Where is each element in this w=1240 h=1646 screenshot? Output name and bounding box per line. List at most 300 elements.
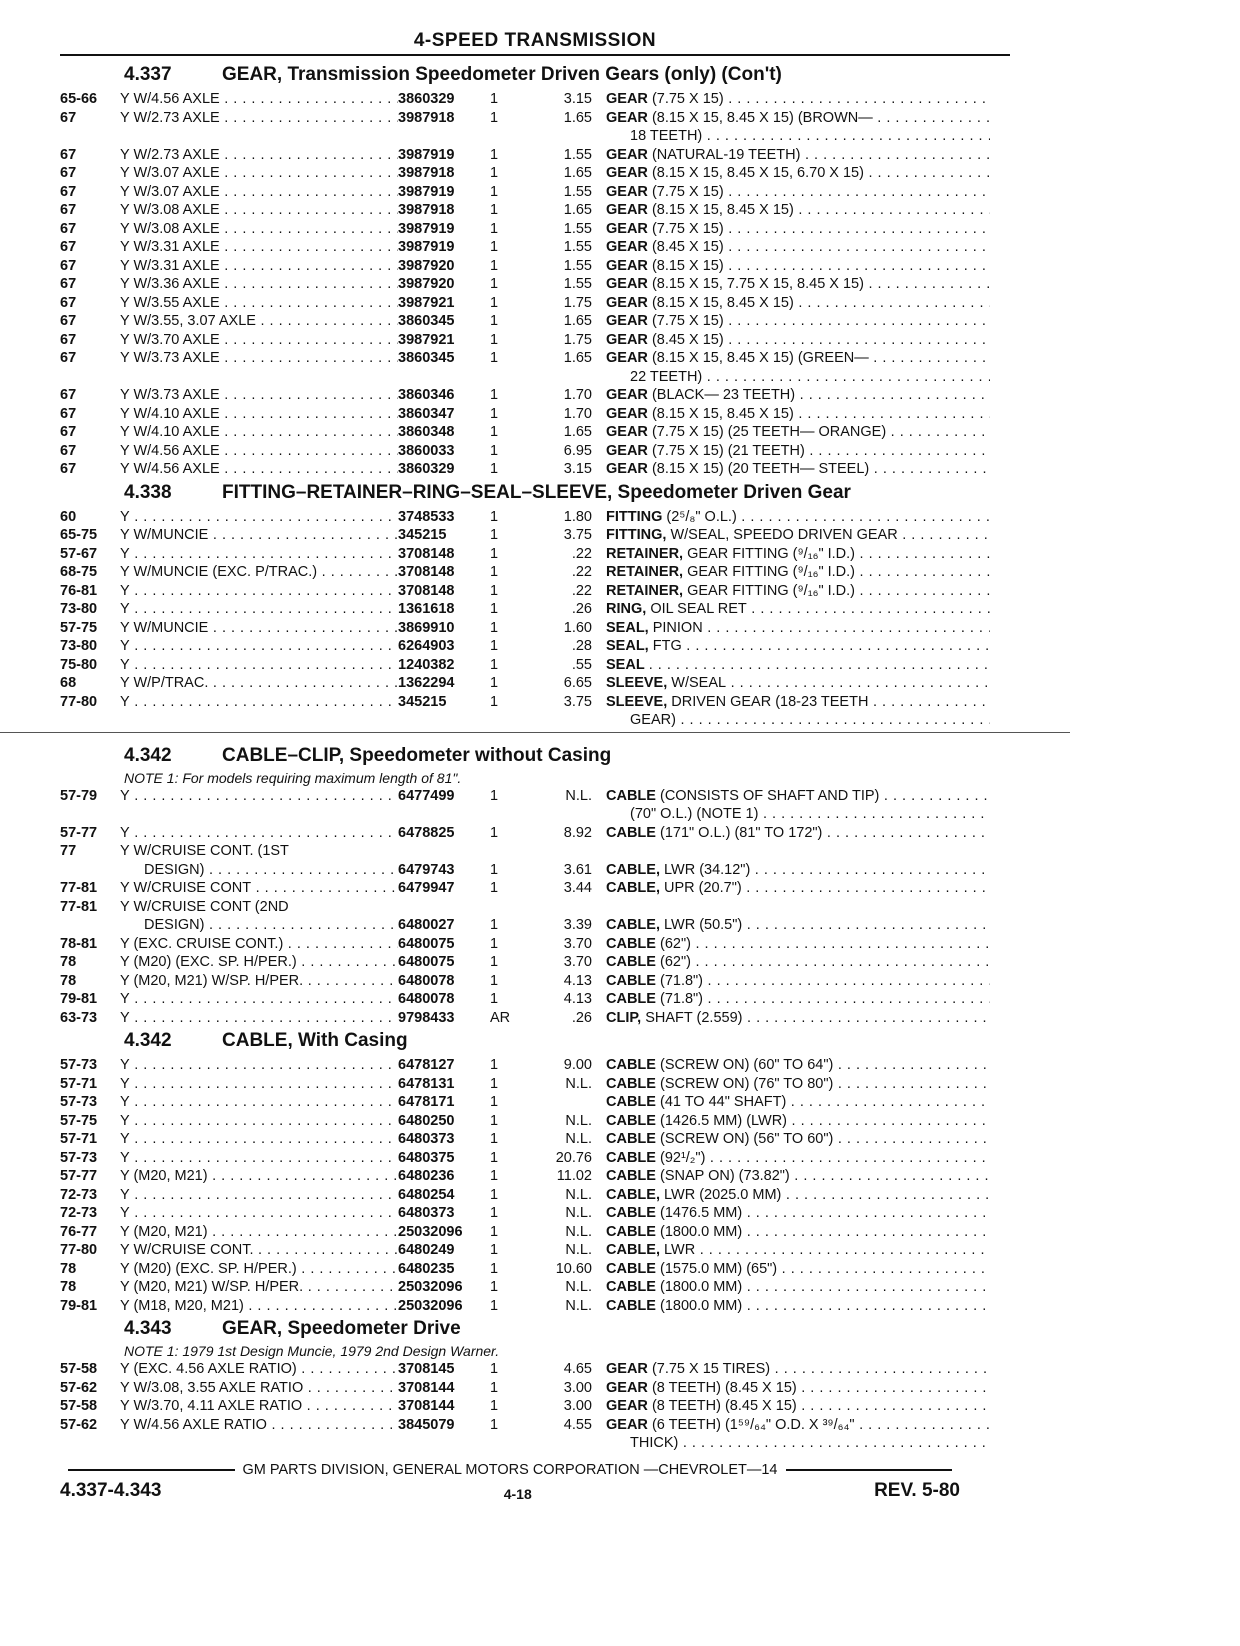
model-years: 57-71 [60, 1075, 98, 1092]
quantity: 1 [490, 146, 499, 163]
application [120, 423, 398, 442]
price: 3.70 [563, 954, 592, 970]
quantity: 1 [490, 313, 499, 329]
part-description: (2⁵/₈" O.L.) [666, 508, 737, 525]
application-text: Y W/3.70 AXLE [120, 331, 220, 348]
quantity: 1 [490, 824, 499, 841]
blank-application [120, 711, 398, 730]
part-description: GEAR FITTING (⁹/₁₆" I.D.) [687, 564, 856, 580]
parts-table [60, 1360, 1010, 1453]
part-name: RETAINER, [606, 545, 684, 562]
application-text: Y [120, 824, 130, 841]
description [592, 1112, 990, 1131]
application-text: Y W/4.56 AXLE [120, 442, 220, 459]
part-number-empty [398, 842, 482, 861]
application [120, 879, 398, 898]
part-number: 25032096 [398, 1223, 463, 1240]
model-years: 76-81 [60, 582, 98, 599]
model-years: 67 [60, 109, 77, 126]
part-number: 3987920 [398, 257, 455, 274]
model-years: 67 [60, 239, 77, 255]
table-row [60, 238, 1010, 257]
blank-application [120, 368, 398, 387]
part-description: (8.15 X 15, 8.45 X 15) (BROWN— [651, 109, 873, 126]
quantity: 1 [490, 1416, 499, 1433]
table-row [60, 1278, 1010, 1297]
description-cont-text: THICK) [630, 1435, 679, 1451]
model-years: 67 [60, 165, 77, 181]
price: .22 [571, 582, 592, 599]
description [592, 275, 990, 294]
quantity: 1 [490, 202, 499, 218]
application [120, 1379, 398, 1398]
model-years: 73-80 [60, 601, 98, 617]
model-years: 67 [60, 405, 77, 422]
blank-qty [482, 127, 528, 146]
part-description: LWR (2025.0 MM) [664, 1186, 782, 1203]
table-row [60, 1379, 1010, 1398]
part-name: CABLE [606, 1075, 656, 1092]
model-years: 57-79 [60, 787, 98, 804]
table-row [60, 1241, 1010, 1260]
price: 4.55 [563, 1416, 592, 1433]
part-description: (62") [659, 935, 691, 952]
quantity: 1 [490, 1057, 499, 1073]
quantity: 1 [490, 1205, 499, 1221]
part-number: 345215 [398, 693, 447, 710]
description [592, 545, 990, 564]
table-row [60, 1009, 1010, 1028]
model-years: 57-77 [60, 1168, 98, 1184]
part-number: 6480235 [398, 1260, 455, 1277]
application-text: Y W/3.31 AXLE [120, 239, 220, 255]
model-years: 57-67 [60, 545, 98, 562]
model-years: 75-80 [60, 656, 98, 673]
price: 3.00 [563, 1398, 592, 1414]
table-row [60, 109, 1010, 128]
part-name: CABLE [606, 1094, 656, 1110]
part-description: (8.45 X 15) [651, 239, 724, 255]
description-continued [592, 127, 990, 146]
table-row [60, 275, 1010, 294]
part-description: (8.45 X 15) [651, 331, 724, 348]
application [120, 442, 398, 461]
quantity: 1 [490, 1149, 499, 1166]
quantity: 1 [490, 787, 499, 804]
model-years: 72-73 [60, 1186, 98, 1203]
model-years: 67 [60, 146, 77, 163]
blank-qty [482, 805, 528, 824]
section-number: 4.342 [124, 744, 172, 766]
part-name: GEAR [606, 91, 648, 107]
application [120, 294, 398, 313]
part-name: CABLE [606, 787, 656, 804]
page-header: 4-SPEED TRANSMISSION [60, 30, 1010, 56]
description [592, 1009, 990, 1028]
quantity: 1 [490, 954, 499, 970]
model-years: 67 [60, 313, 77, 329]
model-years: 78-81 [60, 935, 98, 952]
description [592, 1093, 990, 1112]
part-number: 6264903 [398, 638, 455, 654]
application-text: Y W/3.73 AXLE [120, 350, 220, 366]
part-name: RETAINER, [606, 582, 684, 599]
blank-price [528, 805, 592, 824]
application-text: Y W/4.10 AXLE [120, 424, 220, 440]
description-cont-text: (70" O.L.) (NOTE 1) [630, 806, 759, 822]
description [592, 442, 990, 461]
application-text: Y [120, 545, 130, 562]
part-number: 3987918 [398, 109, 455, 126]
application-text: Y W/4.56 AXLE RATIO [120, 1416, 267, 1433]
quantity: 1 [490, 1186, 499, 1203]
part-description: (SCREW ON) (56" TO 60") [659, 1131, 834, 1147]
model-years: 72-73 [60, 1205, 98, 1221]
part-name: GEAR [606, 405, 648, 422]
part-description: PINION [652, 619, 703, 636]
table-row [60, 220, 1010, 239]
quantity: 1 [490, 917, 499, 933]
application [120, 526, 398, 545]
application-text: Y [120, 1186, 130, 1203]
quantity: 1 [490, 880, 499, 896]
description [592, 787, 990, 806]
quantity: 1 [490, 220, 499, 237]
table-row [60, 972, 1010, 991]
part-number: 3708145 [398, 1361, 455, 1377]
section-title [60, 482, 1010, 504]
part-description: GEAR FITTING (⁹/₁₆" I.D.) [687, 545, 856, 562]
application [120, 656, 398, 675]
quantity: 1 [490, 257, 499, 274]
page-divider [0, 732, 1070, 733]
part-description: (8.15 X 15, 8.45 X 15, 6.70 X 15) [651, 165, 864, 181]
application [120, 1204, 398, 1223]
application [120, 972, 398, 991]
part-name: CABLE [606, 991, 656, 1007]
part-description: (CONSISTS OF SHAFT AND TIP) [659, 787, 880, 804]
description [592, 201, 990, 220]
table-row [60, 164, 1010, 183]
quantity: 1 [490, 1112, 499, 1129]
sections-container [60, 64, 1010, 1453]
part-name: FITTING, [606, 527, 667, 543]
application [120, 693, 398, 712]
quantity: 1 [490, 675, 499, 691]
application-text: Y W/4.56 AXLE [120, 461, 220, 477]
part-number: 1362294 [398, 675, 455, 691]
price: 1.65 [563, 165, 592, 181]
price: 1.65 [563, 350, 592, 366]
blank-years [60, 805, 120, 824]
price: 3.44 [563, 880, 592, 896]
model-years: 73-80 [60, 638, 98, 654]
table-row [60, 842, 1010, 861]
application [120, 1360, 398, 1379]
price: 1.55 [563, 257, 592, 274]
part-description: UPR (20.7") [664, 880, 742, 896]
part-number-empty [398, 898, 482, 917]
price: 1.60 [563, 619, 592, 636]
model-years: 67 [60, 424, 77, 440]
application [120, 935, 398, 954]
price: 1.55 [563, 276, 592, 292]
part-name: GEAR [606, 220, 648, 237]
part-description: W/SEAL, SPEEDO DRIVEN GEAR [670, 527, 898, 543]
part-description: (7.75 X 15) (21 TEETH) [651, 442, 805, 459]
part-description: DRIVEN GEAR (18-23 TEETH [671, 693, 869, 710]
model-years: 77-80 [60, 693, 98, 710]
model-years: 78 [60, 1260, 77, 1277]
price: 1.70 [563, 405, 592, 422]
model-years: 60 [60, 508, 77, 525]
description [592, 990, 990, 1009]
description [592, 1204, 990, 1223]
part-number: 6478131 [398, 1075, 455, 1092]
part-name: GEAR [606, 331, 648, 348]
part-description: (41 TO 44" SHAFT) [659, 1094, 787, 1110]
quantity: 1 [490, 991, 499, 1007]
quantity: 1 [490, 656, 499, 673]
table-row [60, 1186, 1010, 1205]
table-row [60, 600, 1010, 619]
price: N.L. [565, 1205, 592, 1221]
description [592, 935, 990, 954]
part-number: 3987918 [398, 202, 455, 218]
part-name: GEAR [606, 1416, 648, 1433]
description [592, 423, 990, 442]
part-description: (8 TEETH) (8.45 X 15) [651, 1398, 797, 1414]
model-years: 77-81 [60, 898, 98, 915]
quantity: 1 [490, 276, 499, 292]
description [592, 312, 990, 331]
quantity: 1 [490, 1361, 499, 1377]
table-row [60, 1297, 1010, 1316]
model-years: 57-73 [60, 1094, 98, 1110]
model-years: 68-75 [60, 564, 98, 580]
parts-table [60, 787, 1010, 1028]
part-name: CABLE [606, 824, 656, 841]
quantity: 1 [490, 183, 499, 200]
quantity: 1 [490, 508, 499, 525]
table-row [60, 1204, 1010, 1223]
description [592, 526, 990, 545]
part-name: CABLE [606, 1223, 656, 1240]
description [592, 1186, 990, 1205]
model-years: 67 [60, 276, 77, 292]
application [120, 201, 398, 220]
description-continued [592, 711, 990, 730]
footer-publisher: GM PARTS DIVISION, GENERAL MOTORS CORPORATION —CHEVROLET—14 [242, 1462, 778, 1478]
model-years: 68 [60, 675, 77, 691]
application [120, 460, 398, 479]
table-row [60, 423, 1010, 442]
application [120, 275, 398, 294]
part-number: 1361618 [398, 601, 455, 617]
blank-years [60, 1434, 120, 1453]
section-title [60, 745, 1010, 767]
part-name: SLEEVE, [606, 693, 668, 710]
price: 3.61 [563, 861, 592, 878]
part-name: GEAR [606, 424, 648, 440]
price: .55 [571, 656, 592, 673]
price: 1.65 [563, 424, 592, 440]
application-text: Y W/CRUISE CONT. [120, 1242, 254, 1258]
section-heading: GEAR, Speedometer Drive [222, 1318, 461, 1339]
part-number: 1240382 [398, 656, 455, 673]
quantity: 1 [490, 1260, 499, 1277]
price [528, 1093, 592, 1112]
description [592, 1416, 990, 1435]
table-row [60, 183, 1010, 202]
part-description: (1575.0 MM) (65") [659, 1260, 778, 1277]
part-number: 6480078 [398, 972, 455, 989]
footer-revision: REV. 5-80 [874, 1480, 960, 1501]
part-description: FTG [652, 638, 682, 654]
table-row [60, 1112, 1010, 1131]
description-continued-row [60, 368, 1010, 387]
part-name: CABLE [606, 1112, 656, 1129]
application [120, 898, 398, 917]
quantity: 1 [490, 1075, 499, 1092]
description [592, 972, 990, 991]
application-text: Y [120, 1131, 130, 1147]
part-description: (1800.0 MM) [659, 1279, 743, 1295]
description [592, 1260, 990, 1279]
application [120, 220, 398, 239]
description [592, 879, 990, 898]
application [120, 1112, 398, 1131]
quantity: 1 [490, 405, 499, 422]
price: 1.70 [563, 387, 592, 403]
section-heading: CABLE–CLIP, Speedometer without Casing [222, 744, 612, 766]
part-number: 3860345 [398, 350, 455, 366]
description [592, 637, 990, 656]
description [592, 331, 990, 350]
price: 1.55 [563, 146, 592, 163]
section-note: NOTE 1: For models requiring maximum length of 81". [124, 769, 462, 786]
page-footer [60, 1462, 960, 1502]
application [120, 990, 398, 1009]
application-text: Y W/3.73 AXLE [120, 387, 220, 403]
part-number: 6480236 [398, 1168, 455, 1184]
part-number: 6480078 [398, 991, 455, 1007]
section-heading: GEAR, Transmission Speedometer Driven Gears (only) (Con't) [222, 64, 782, 85]
part-name: GEAR [606, 202, 648, 218]
part-description: (SCREW ON) (60" TO 64") [659, 1057, 834, 1073]
part-description: (62") [659, 954, 691, 970]
price: 1.55 [563, 220, 592, 237]
table-row [60, 787, 1010, 806]
application-text: Y (EXC. 4.56 AXLE RATIO) [120, 1361, 297, 1377]
table-row [60, 331, 1010, 350]
table-row [60, 460, 1010, 479]
description-continued [592, 805, 990, 824]
table-row [60, 637, 1010, 656]
table-row [60, 349, 1010, 368]
part-name: CABLE, [606, 917, 660, 933]
application [120, 842, 398, 861]
part-name: GEAR [606, 165, 648, 181]
part-description: LWR (50.5") [664, 917, 743, 933]
price: .26 [571, 601, 592, 617]
blank-qty [482, 368, 528, 387]
part-description: (8.15 X 15, 8.45 X 15) [651, 294, 794, 311]
application [120, 1223, 398, 1242]
part-number: 6478127 [398, 1057, 455, 1073]
application [120, 164, 398, 183]
part-number: 3869910 [398, 619, 455, 636]
description [592, 582, 990, 601]
description-continued-row [60, 805, 1010, 824]
part-number: 3860347 [398, 405, 455, 422]
model-years: 67 [60, 387, 77, 403]
table-row [60, 824, 1010, 843]
part-number: 3708144 [398, 1379, 455, 1396]
model-years: 76-77 [60, 1223, 98, 1240]
part-number: 6480027 [398, 917, 455, 933]
application [120, 563, 398, 582]
footer-section-range: 4.337-4.343 [60, 1480, 162, 1501]
table-row [60, 1416, 1010, 1435]
part-name: GEAR [606, 313, 648, 329]
quantity: 1 [490, 1168, 499, 1184]
description-cont-text: 22 TEETH) [630, 368, 703, 385]
model-years: 67 [60, 461, 77, 477]
part-name: GEAR [606, 350, 648, 366]
price: 1.65 [563, 109, 592, 126]
application-text: Y (M18, M20, M21) [120, 1297, 244, 1314]
application-text: Y (M20, M21) [120, 1168, 208, 1184]
part-name: CABLE, [606, 861, 660, 878]
application-text: Y W/3.55 AXLE [120, 294, 220, 311]
price: 1.65 [563, 202, 592, 218]
description [592, 953, 990, 972]
price: .22 [571, 564, 592, 580]
model-years: 57-75 [60, 1112, 98, 1129]
description [592, 294, 990, 313]
part-number: 3987919 [398, 183, 455, 200]
part-name: GEAR [606, 239, 648, 255]
part-description: (1426.5 MM) (LWR) [659, 1112, 788, 1129]
model-years: 57-58 [60, 1398, 98, 1414]
part-name: GEAR [606, 294, 648, 311]
application-cont-text: DESIGN) [144, 861, 205, 878]
part-description: (BLACK— 23 TEETH) [651, 387, 796, 403]
part-name: CABLE [606, 1260, 656, 1277]
application [120, 1130, 398, 1149]
price: N.L. [565, 1186, 592, 1203]
parts-table [60, 508, 1010, 730]
description [592, 238, 990, 257]
model-years: 78 [60, 972, 77, 989]
quantity: 1 [490, 1223, 499, 1240]
part-number: 6479947 [398, 880, 455, 896]
price: N.L. [565, 1297, 592, 1314]
price: N.L. [565, 1075, 592, 1092]
description [592, 146, 990, 165]
quantity: 1 [490, 239, 499, 255]
quantity: 1 [490, 109, 499, 126]
part-name: GEAR [606, 461, 648, 477]
table-row [60, 693, 1010, 712]
model-years: 57-58 [60, 1361, 98, 1377]
application [120, 90, 398, 109]
part-name: CABLE [606, 954, 656, 970]
part-description: (SCREW ON) (76" TO 80") [659, 1075, 834, 1092]
application-text: Y [120, 1094, 130, 1110]
application-text: Y W/CRUISE CONT. (1ST [120, 843, 289, 859]
